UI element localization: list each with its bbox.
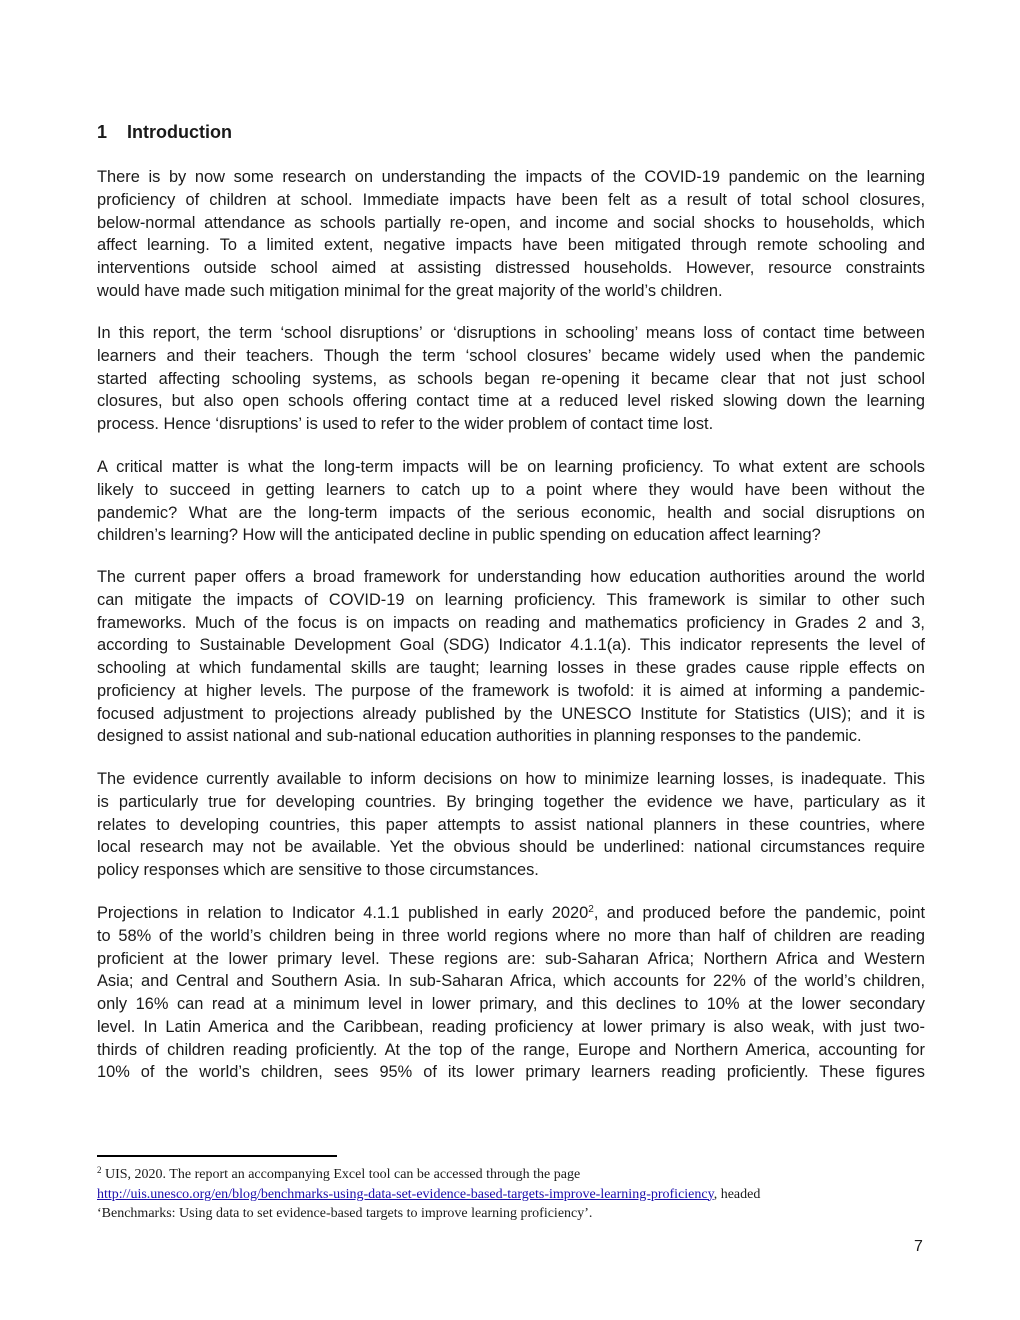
paragraph	[97, 566, 925, 748]
paragraph	[97, 166, 925, 303]
paragraph-line: focused adjustment to projections already published by the UNESCO Institute for Statistics (UIS); and it is	[97, 704, 925, 723]
footnote-marker: 2	[97, 1165, 102, 1175]
paragraph-line: thirds of children reading proficiently. At the top of the range, Europe and Northern America, accounting for	[97, 1040, 925, 1059]
paragraph-line: affect learning. To a limited extent, negative impacts have been mitigated through remote schooling and	[97, 236, 925, 255]
paragraph-line: according to Sustainable Development Goal (SDG) Indicator 4.1.1(a). This indicator represents the level of	[97, 636, 925, 655]
paragraph	[97, 456, 925, 547]
section-heading	[97, 122, 232, 143]
footnote	[97, 1165, 937, 1224]
paragraph-line: The evidence currently available to inform decisions on how to minimize learning losses, is inadequate. This	[97, 770, 925, 788]
paragraph-line: A critical matter is what the long-term impacts will be on learning proficiency. To what extent are schools	[97, 458, 925, 476]
paragraph-line: designed to assist national and sub-national education authorities in planning responses to the pandemic.	[97, 727, 862, 746]
paragraph-line: process. Hence ‘disruptions’ is used to refer to the wider problem of contact time lost.	[97, 415, 714, 433]
footnote-link[interactable]: http://uis.unesco.org/en/blog/benchmarks-using-data-set-evidence-based-targets-improve-learning-proficiency	[97, 1186, 714, 1202]
text-span: Projections in relation to Indicator 4.1.1 published in early 2020	[97, 904, 589, 922]
paragraph-line: relates to developing countries, this paper attempts to assist national planners in these countries, where	[97, 815, 925, 834]
paragraph-line: would have made such mitigation minimal for the great majority of the world’s children.	[97, 281, 723, 300]
section-title: Introduction	[127, 122, 232, 142]
paragraph-line: 10% of the world’s children, sees 95% of its lower primary learners reading proficiently. These figures	[97, 1063, 925, 1082]
paragraph-line: The current paper offers a broad framework for understanding how education authorities around the world	[97, 568, 925, 586]
paragraph-line: schooling at which fundamental skills are taught; learning losses in these grades cause ripple effects on	[97, 659, 925, 677]
paragraph-line: is particularly true for developing countries. By bringing together the evidence we have, particulary as it	[97, 792, 925, 811]
paragraph-line: policy responses which are sensitive to those circumstances.	[97, 861, 539, 879]
footnote-divider	[97, 1155, 337, 1157]
footnote-ref[interactable]: 2	[588, 904, 594, 915]
paragraph-line: frameworks. Much of the focus is on impacts on reading and mathematics proficiency in Grades 2 and 3,	[97, 613, 925, 632]
paragraph-line: proficient at the lower primary level. These regions are: sub-Saharan Africa; Northern Africa and Western	[97, 949, 925, 968]
paragraph-line: In this report, the term ‘school disruptions’ or ‘disruptions in schooling’ means loss of contact time between	[97, 324, 925, 342]
paragraph-line: below-normal attendance as schools partially re-open, and income and social shocks to households, which	[97, 213, 925, 232]
paragraph-line: likely to succeed in getting learners to catch up to a point where they would have been without the	[97, 480, 925, 499]
paragraph-line: closures, but also open schools offering contact time at a reduced level risked slowing down the learning	[97, 392, 925, 411]
paragraph-line: Asia; and Central and Southern Asia. In sub-Saharan Africa, which accounts for 22% of the world’s children,	[97, 972, 925, 991]
footnote-text: , headed	[713, 1186, 761, 1202]
paragraph-line: to 58% of the world’s children being in three world regions where no more than half of children are reading	[97, 926, 925, 945]
paragraph-line: interventions outside school aimed at assisting distressed households. However, resource constraints	[97, 259, 925, 277]
section-number: 1	[97, 122, 108, 142]
paragraph-line: There is by now some research on understanding the impacts of the COVID-19 pandemic on the learning	[97, 168, 925, 186]
paragraph-line: learners and their teachers. Though the term ‘school closures’ became widely used when the pandemic	[97, 346, 925, 365]
paragraph	[97, 902, 925, 1084]
paragraph-line: started affecting schooling systems, as schools began re-opening it became clear that not just school	[97, 369, 925, 388]
paragraph-rest	[97, 925, 925, 1084]
paragraph	[97, 768, 925, 882]
text-span: , and produced before the pandemic, point	[593, 904, 925, 922]
paragraph-line: can mitigate the impacts of COVID-19 on learning proficiency. This framework is similar to other such	[97, 590, 925, 609]
paragraph-line: pandemic? What are the long-term impacts of the serious economic, health and social disruptions on	[97, 503, 925, 522]
paragraph-line: level. In Latin America and the Caribbean, reading proficiency at lower primary is also weak, with just two-	[97, 1017, 925, 1036]
paragraph-line	[97, 902, 925, 925]
paragraph	[97, 322, 925, 436]
paragraph-line: proficiency of children at school. Immediate impacts have been felt as a result of total school closures,	[97, 190, 925, 209]
paragraph-line: local research may not be available. Yet the obvious should be underlined: national circumstances require	[97, 838, 925, 857]
paragraph-line: only 16% can read at a minimum level in lower primary, and this declines to 10% at the lower secondary	[97, 995, 925, 1013]
footnote-text: ‘Benchmarks: Using data to set evidence-based targets to improve learning proficiency’.	[97, 1206, 593, 1221]
footnote-text: UIS, 2020. The report an accompanying Excel tool can be accessed through the page	[105, 1167, 581, 1182]
paragraph-line: children’s learning? How will the anticipated decline in public spending on education affect learning?	[97, 526, 821, 545]
paragraph-line: proficiency at higher levels. The purpose of the framework is twofold: it is aimed at informing a pandemic-	[97, 681, 925, 700]
page-number: 7	[914, 1238, 923, 1255]
